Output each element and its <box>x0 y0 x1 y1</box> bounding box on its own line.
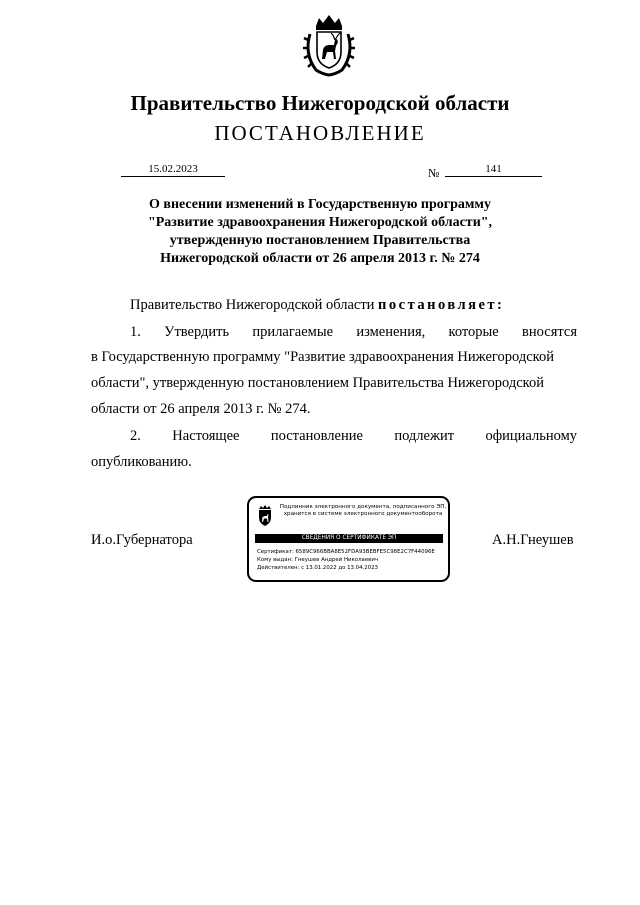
subject-line: утвержденную постановлением Правительства <box>169 233 471 248</box>
intro-text: Правительство Нижегородской области <box>130 297 375 313</box>
electronic-signature-stamp <box>247 496 450 582</box>
word: Настоящее <box>172 428 240 444</box>
word: прилагаемые <box>252 324 334 340</box>
stamp-note-line: Подлинник электронного документа, подписанного ЭП, <box>279 504 447 510</box>
subject-line: "Развитие здравоохранения Нижегородской области", <box>147 215 493 230</box>
item1-line: в Государственную программу "Развитие здравоохранения Нижегородской <box>91 349 554 365</box>
coat-of-arms-icon <box>302 14 356 78</box>
stamp-note <box>279 504 447 518</box>
intro-emphasis: постановляет: <box>378 297 505 313</box>
item2-line: опубликованию. <box>91 454 192 470</box>
document-subject <box>110 196 530 268</box>
item-number: 2. <box>130 428 141 444</box>
item2-first-line <box>130 428 577 445</box>
organization-title: Правительство Нижегородской области <box>130 91 510 115</box>
subject-line: Нижегородской области от 26 апреля 2013 г. № 274 <box>160 251 480 266</box>
number-label: № <box>428 166 440 180</box>
word: которые <box>448 324 499 340</box>
signatory-name: А.Н.Гнеушев <box>492 532 574 548</box>
word: постановление <box>270 428 363 444</box>
word: изменения, <box>356 324 426 340</box>
coat-of-arms-icon <box>256 505 274 527</box>
item1-line: области", утвержденную постановлением Правительства Нижегородской <box>91 375 544 391</box>
word: официальному <box>485 428 577 444</box>
item-number: 1. <box>130 324 141 340</box>
word: вносятся <box>522 324 577 340</box>
certificate-owner: Кому выдан: Гнеушев Андрей Николаевич <box>257 557 379 563</box>
subject-line: О внесении изменений в Государственную программу <box>149 197 491 212</box>
document-date: 15.02.2023 <box>121 163 225 177</box>
stamp-note-line: хранится в системе электронного документооборота <box>283 511 443 517</box>
certificate-validity: Действителен: с 13.01.2022 до 13.04.2023 <box>257 565 378 571</box>
stamp-title: СВЕДЕНИЯ О СЕРТИФИКАТЕ ЭП <box>255 534 443 543</box>
word: подлежит <box>394 428 455 444</box>
document-number: 141 <box>445 163 542 177</box>
document-type: ПОСТАНОВЛЕНИЕ <box>214 121 426 145</box>
item1-first-line <box>130 324 577 341</box>
body-intro <box>130 297 504 314</box>
word: Утвердить <box>164 324 230 340</box>
item1-line: области от 26 апреля 2013 г. № 274. <box>91 401 311 417</box>
signatory-role: И.о.Губернатора <box>91 532 193 548</box>
certificate-id: Сертификат: 6589C966BBA8E52FDA93BEBFE5C98E2C7F44096E <box>257 549 435 555</box>
